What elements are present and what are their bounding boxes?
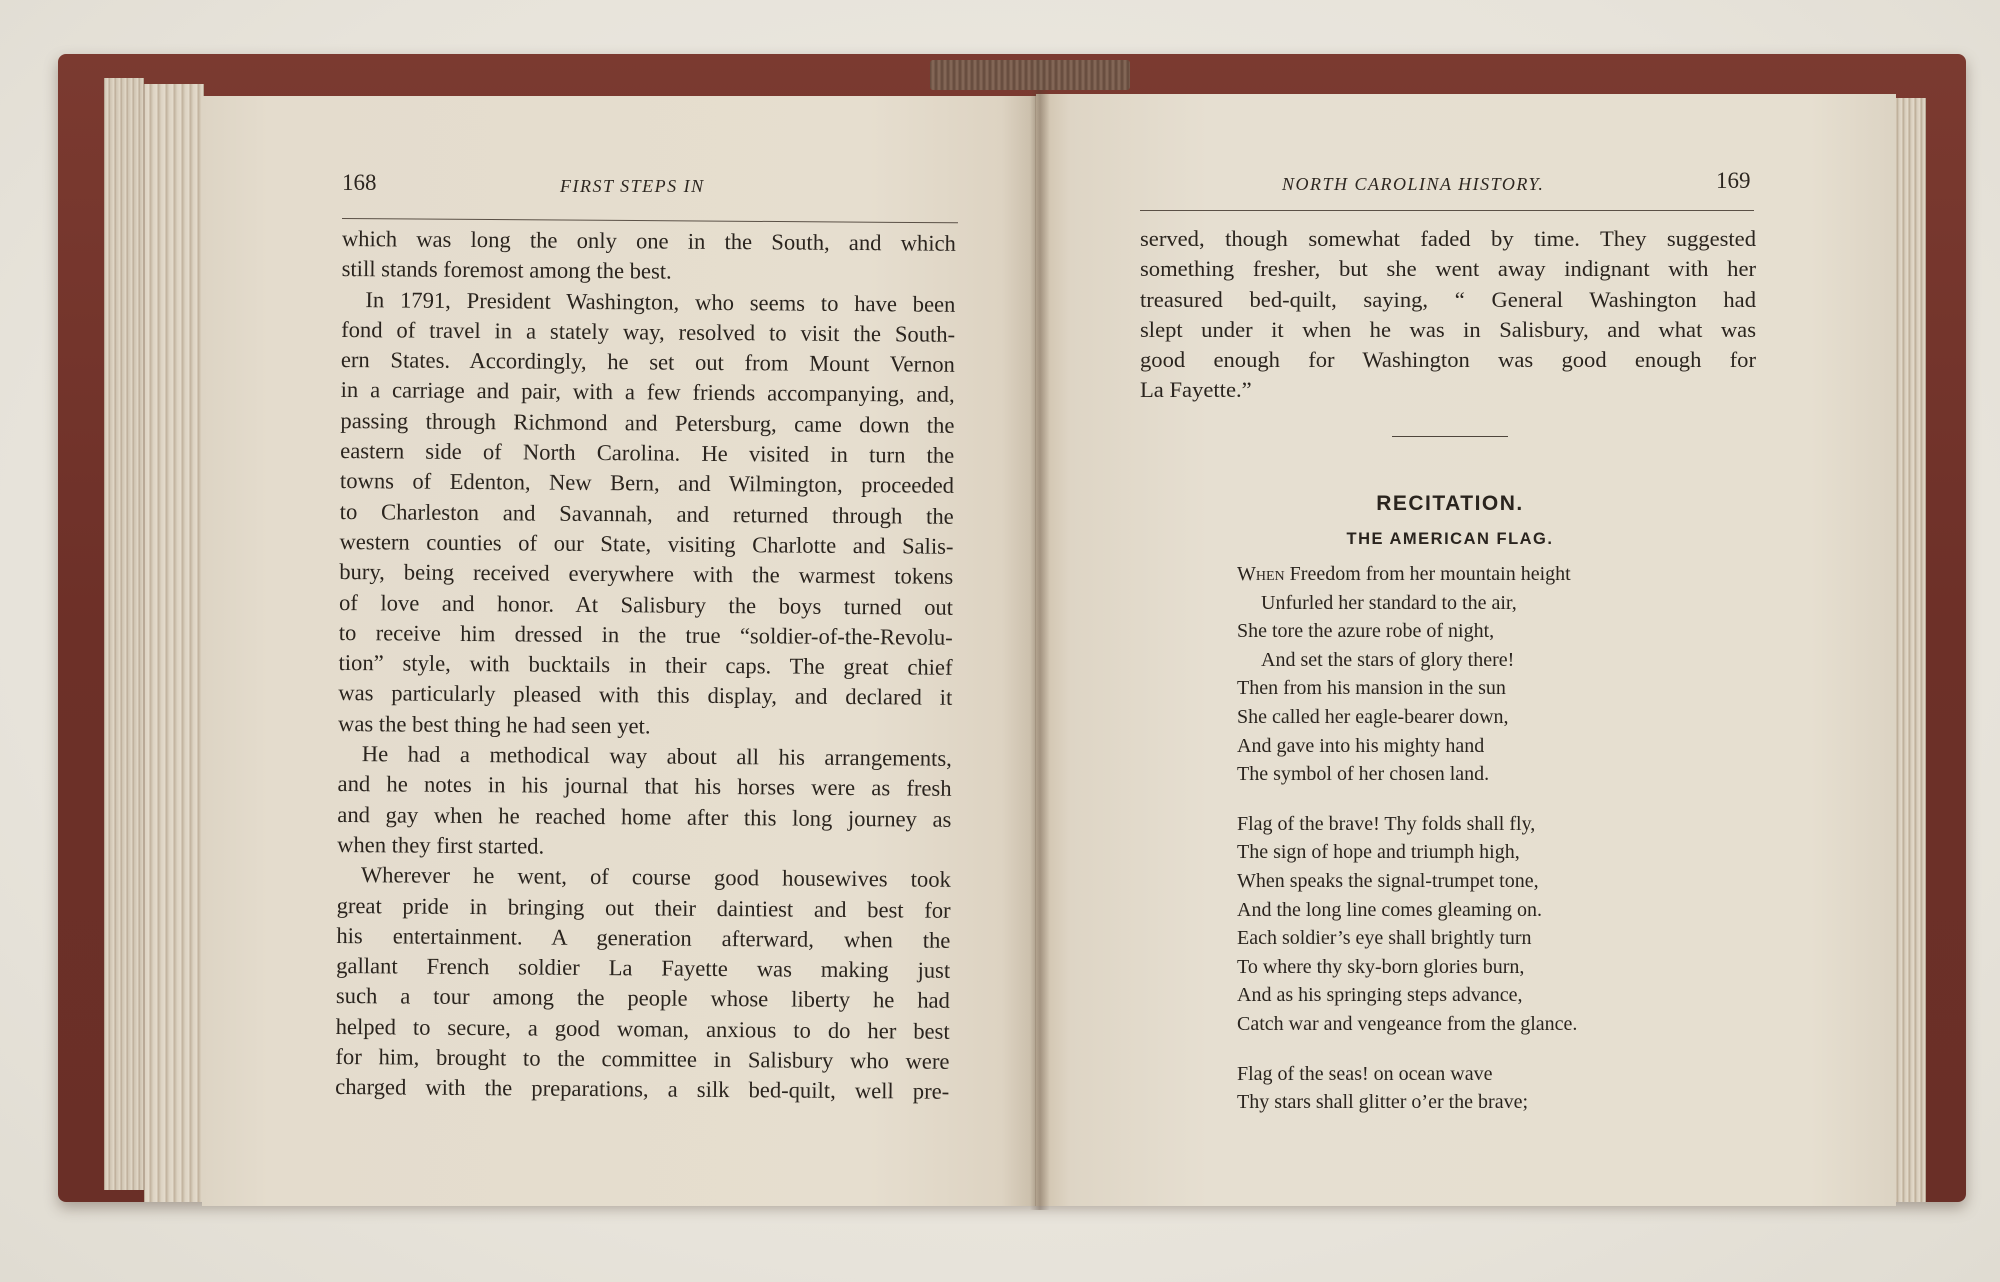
poem-title: THE AMERICAN FLAG. xyxy=(1346,530,1554,548)
page-edges-left xyxy=(104,78,144,1190)
text-line: gallant French soldier La Fayette was making just xyxy=(336,953,951,983)
right-header-rule xyxy=(1140,210,1754,211)
text-line: He had a methodical way about all his arrangements, xyxy=(361,741,952,771)
text-line: for him, brought to the committee in Salisbury who were xyxy=(335,1043,950,1074)
poem-body xyxy=(1237,560,1717,1138)
text-line: bury, being received everywhere with the warmest tokens xyxy=(339,559,954,590)
poem-line: The sign of hope and triumph high, xyxy=(1237,841,1520,864)
text-line: La Fayette.” xyxy=(1140,377,1252,403)
left-page-number: 168 xyxy=(342,170,377,195)
text-line: towns of Edenton, New Bern, and Wilmington, proceeded xyxy=(339,468,955,499)
text-line: his entertainment. A generation afterward, when the xyxy=(336,922,951,953)
text-line: in a carriage and pair, with a few friends accompanying, and, xyxy=(340,377,955,408)
poem-line: Flag of the seas! on ocean wave xyxy=(1237,1062,1493,1085)
text-line: great pride in bringing out their daintiest and best for xyxy=(336,892,951,923)
right-page-number: 169 xyxy=(1716,168,1751,193)
text-line: ern States. Accordingly, he set out from Mount Vernon xyxy=(340,347,956,378)
text-line: In 1791, President Washington, who seems to have been xyxy=(365,286,956,317)
poem-line: When speaks the signal-trumpet tone, xyxy=(1237,869,1539,892)
poem-line-text: Freedom from her mountain height xyxy=(1284,563,1571,585)
text-line: which was long the only one in the South, and which xyxy=(341,225,956,256)
poem-line: And gave into his mighty hand xyxy=(1237,734,1485,757)
poem-first-word: When xyxy=(1237,563,1285,585)
text-line: was particularly pleased with this display, and declared it xyxy=(338,680,953,711)
poem-line xyxy=(1237,560,1717,589)
text-line: to receive him dressed in the true “soldier-of-the-Revolu- xyxy=(338,619,953,650)
poem-line: Flag of the brave! Thy folds shall fly, xyxy=(1237,812,1536,835)
text-line: passing through Richmond and Petersburg, came down the xyxy=(340,407,955,438)
text-line: good enough for Washington was good enough for xyxy=(1140,347,1756,373)
recitation-heading: RECITATION. xyxy=(1376,492,1524,515)
poem-line: Catch war and vengeance from the glance. xyxy=(1237,1012,1578,1035)
poem-line: And the long line comes gleaming on. xyxy=(1237,898,1542,921)
poem-line: Then from his mansion in the sun xyxy=(1237,677,1506,700)
poem-line: She called her eagle-bearer down, xyxy=(1237,705,1509,728)
text-line: fond of travel in a stately way, resolved to visit the South- xyxy=(341,316,956,347)
poem-stanza xyxy=(1237,560,1717,789)
section-divider xyxy=(1392,436,1508,437)
text-line: was the best thing he had seen yet. xyxy=(337,710,651,739)
text-line: still stands foremost among the best. xyxy=(341,256,672,284)
poem-stanza xyxy=(1237,1060,1717,1117)
book-spine-shadow xyxy=(1030,60,1050,1210)
poem-line: Thy stars shall glitter o’er the brave; xyxy=(1237,1091,1529,1114)
text-line: tion” style, with bucktails in their caps. The great chief xyxy=(338,650,953,680)
left-running-head: FIRST STEPS IN xyxy=(560,176,705,196)
text-line: and gay when he reached home after this long journey as xyxy=(337,801,952,832)
right-running-head: NORTH CAROLINA HISTORY. xyxy=(1282,174,1545,194)
text-line: served, though somewhat faded by time. They suggested xyxy=(1140,226,1756,251)
text-line: something fresher, but she went away indignant with her xyxy=(1140,256,1756,282)
text-line: slept under it when he was in Salisbury, and what was xyxy=(1140,316,1756,342)
poem-line: The symbol of her chosen land. xyxy=(1237,763,1490,786)
text-line: such a tour among the people whose liberty he had xyxy=(335,983,951,1014)
text-line: Wherever he went, of course good housewives took xyxy=(360,862,951,893)
page-edges-left-inner xyxy=(144,84,204,1202)
text-line: of love and honor. At Salisbury the boys turned out xyxy=(338,589,954,620)
left-page-body xyxy=(335,224,956,1107)
text-line: charged with the preparations, a silk bed-quilt, well pre- xyxy=(335,1074,950,1105)
poem-line: And as his springing steps advance, xyxy=(1237,984,1523,1007)
text-line: when they first started. xyxy=(337,831,545,859)
text-line: to Charleston and Savannah, and returned through the xyxy=(339,498,954,529)
right-page-body xyxy=(1140,224,1756,406)
text-line: western counties of our State, visiting Charlotte and Salis- xyxy=(339,528,954,559)
poem-line: To where thy sky-born glories burn, xyxy=(1237,955,1525,978)
poem-stanza xyxy=(1237,810,1717,1039)
spine-binding xyxy=(930,60,1130,90)
text-line: helped to secure, a good woman, anxious to do her best xyxy=(335,1013,950,1044)
poem-line: She tore the azure robe of night, xyxy=(1237,620,1495,643)
text-line: eastern side of North Carolina. He visited in turn the xyxy=(340,438,955,468)
text-line: treasured bed-quilt, saying, “ General Washington had xyxy=(1140,286,1756,312)
poem-line: And set the stars of glory there! xyxy=(1261,648,1515,671)
text-line: and he notes in his journal that his horses were as fresh xyxy=(337,771,952,802)
poem-line: Each soldier’s eye shall brightly turn xyxy=(1237,927,1532,950)
poem-line: Unfurled her standard to the air, xyxy=(1261,591,1517,614)
